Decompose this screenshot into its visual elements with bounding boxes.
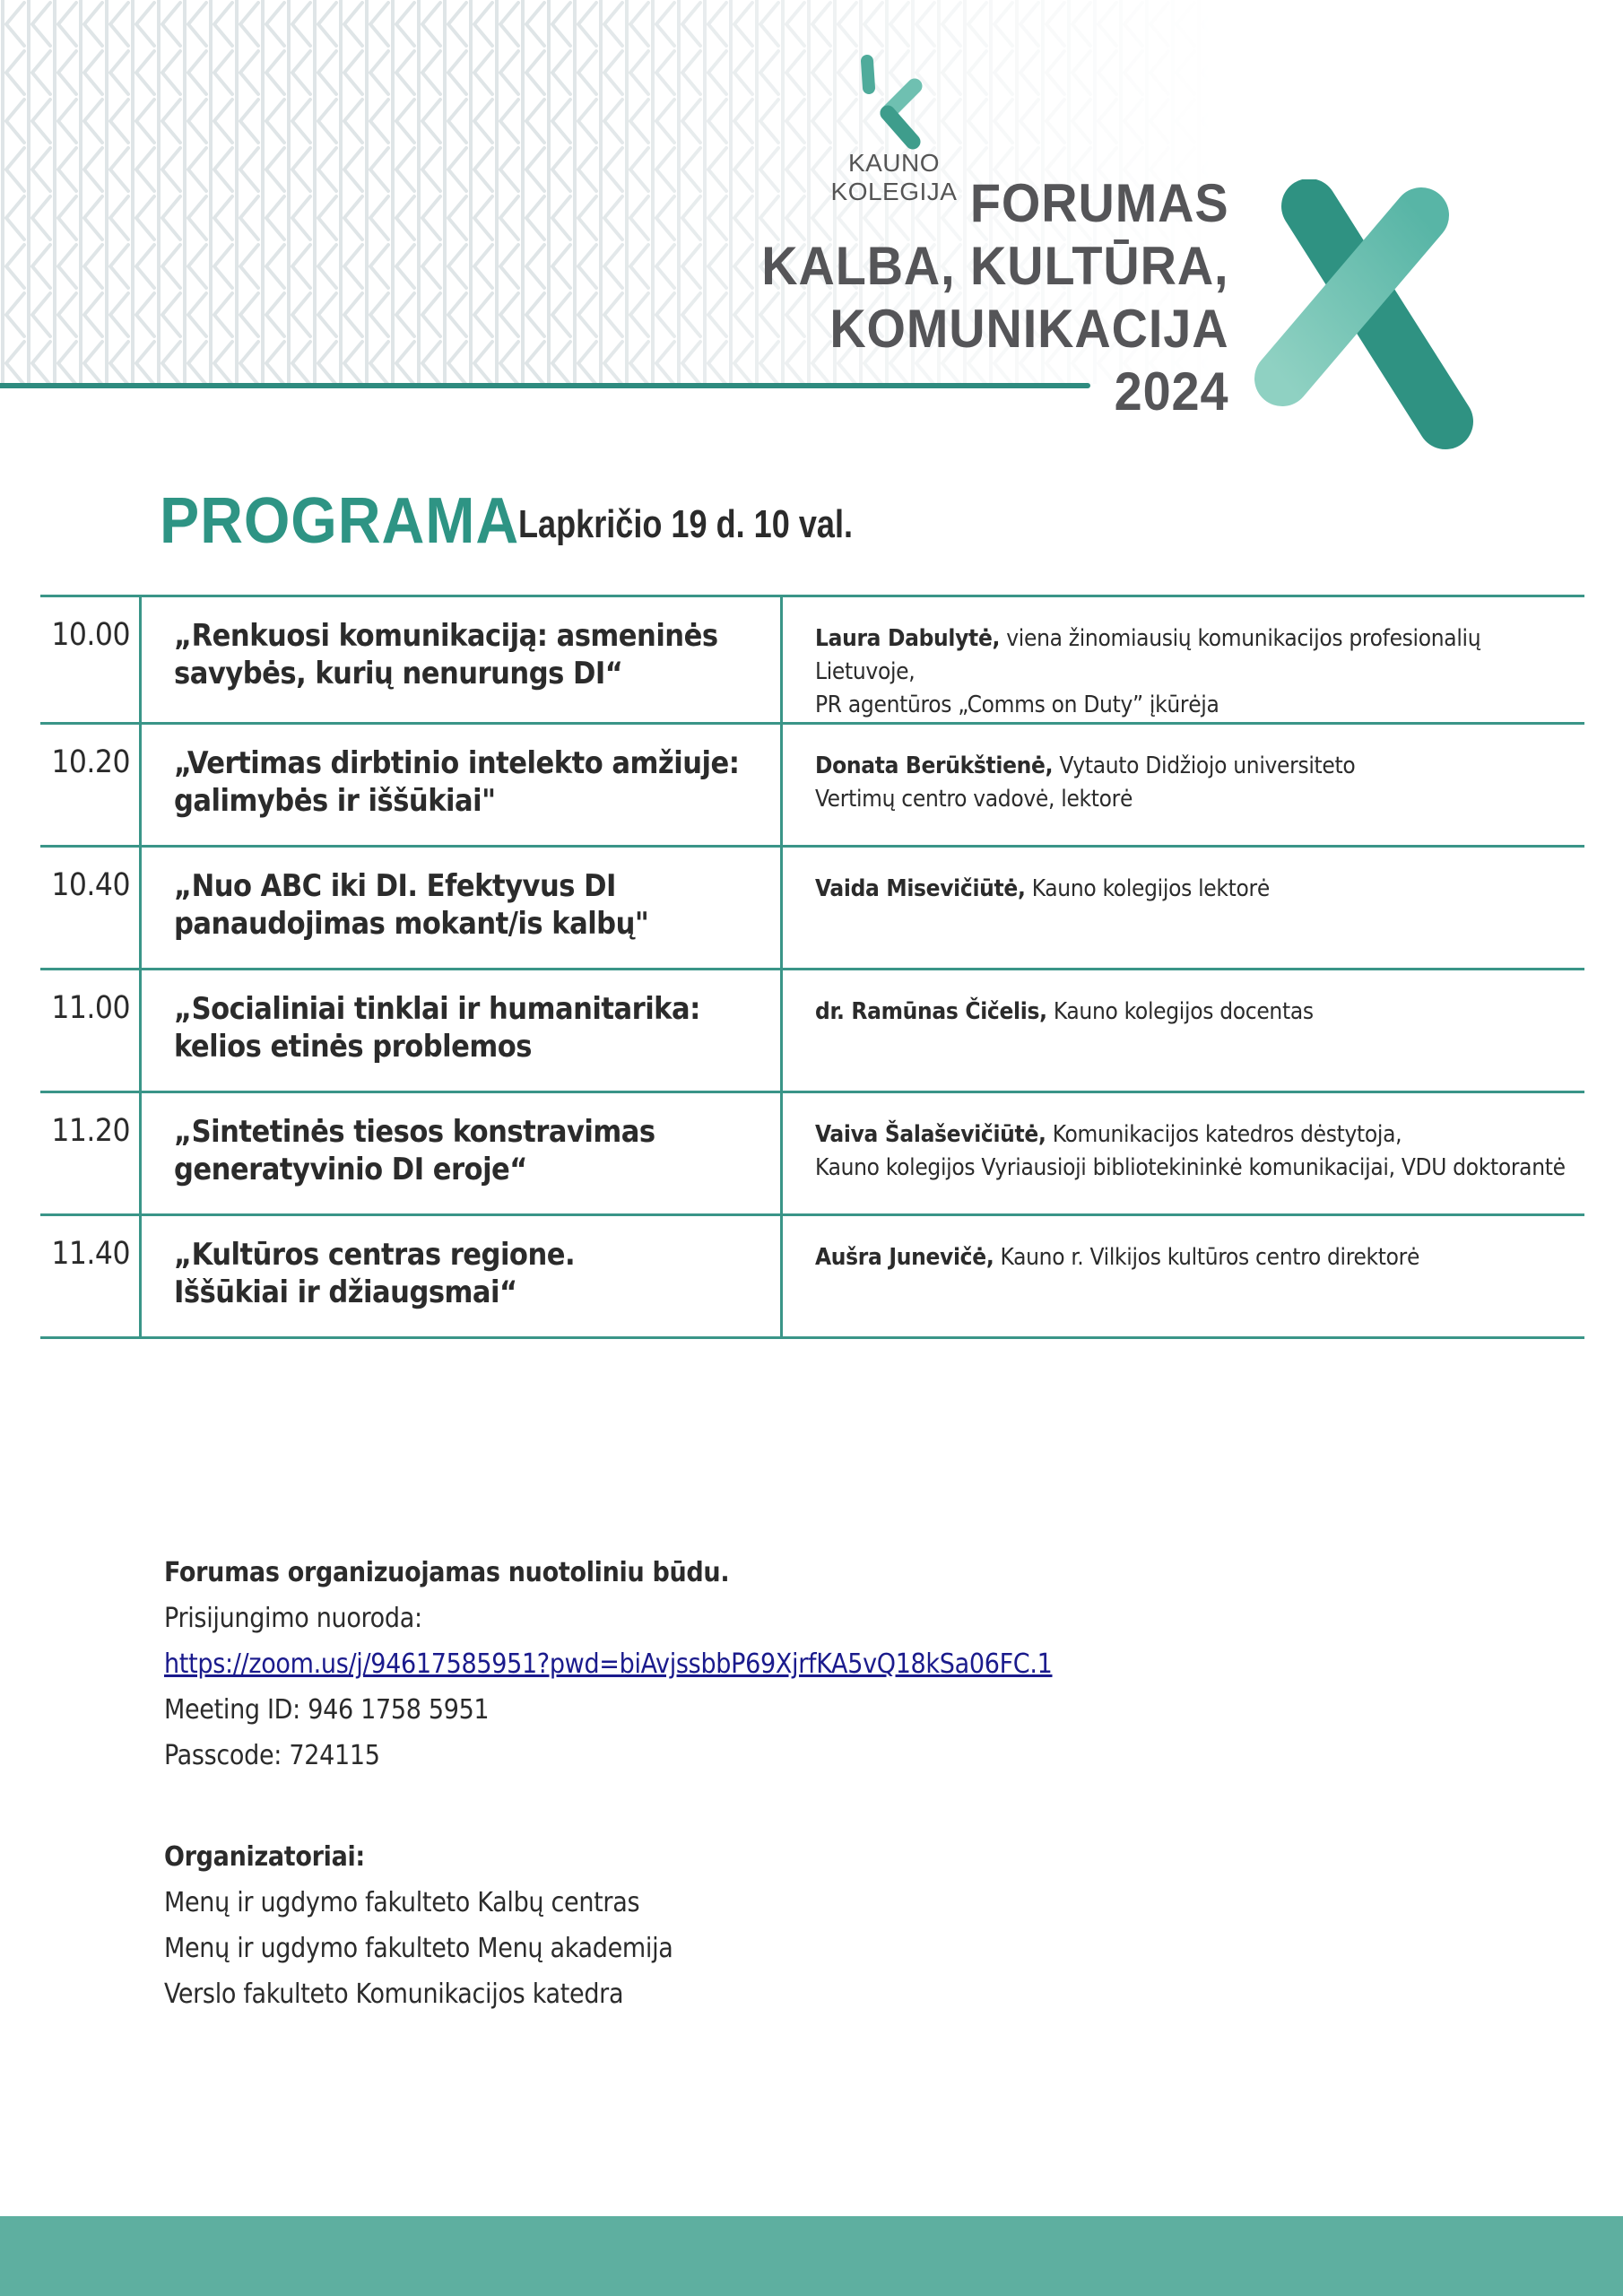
speaker-info (815, 873, 1584, 906)
speaker-cell (782, 847, 1585, 970)
session-time: 10.40 (51, 867, 130, 903)
session-title: „Sintetinės tiesos konstravimas generatyvinio DI eroje“ (174, 1114, 655, 1187)
session-time: 10.00 (51, 617, 130, 653)
speaker-cell (782, 724, 1585, 847)
link-label: Prisijungimo nuoroda: (164, 1603, 422, 1634)
forum-k-logo-icon (1246, 179, 1480, 457)
speaker-description: Vytauto Didžiojo universiteto (1053, 752, 1356, 779)
speaker-cell (782, 970, 1585, 1092)
time-cell (40, 724, 141, 847)
session-time: 11.00 (51, 990, 130, 1026)
title-cell (141, 1215, 782, 1338)
time-cell (40, 970, 141, 1092)
footer-bar (0, 2216, 1623, 2296)
speaker-info (815, 622, 1584, 722)
program-row (40, 1092, 1584, 1215)
time-cell (40, 1092, 141, 1215)
passcode: Passcode: 724115 (164, 1740, 380, 1771)
zoom-link[interactable]: https://zoom.us/j/94617585951?pwd=biAvjssbbP69XjrfKA5vQ18kSa06FC.1 (164, 1648, 1053, 1680)
title-cell (141, 847, 782, 970)
organizer-item: Verslo fakulteto Komunikacijos katedra (164, 1979, 624, 2010)
speaker-name: Donata Berūkštienė, (815, 752, 1054, 779)
forum-title-year: 2024 (1114, 361, 1228, 422)
program-date: Lapkričio 19 d. 10 val. (518, 502, 854, 546)
program-row (40, 1215, 1584, 1338)
program-row (40, 724, 1584, 847)
logo-text-line-2: KOLEGIJA (830, 178, 958, 205)
speaker-name: Laura Dabulytė, (815, 625, 1001, 652)
speaker-name: Vaida Misevičiūtė, (815, 875, 1026, 902)
time-cell (40, 847, 141, 970)
speaker-description-2: Vertimų centro vadovė, lektorė (815, 786, 1133, 813)
speaker-info (815, 750, 1584, 816)
organizers-heading: Organizatoriai: (164, 1841, 365, 1873)
title-cell (141, 596, 782, 724)
title-cell (141, 970, 782, 1092)
speaker-info (815, 1118, 1584, 1185)
speaker-info (815, 996, 1584, 1029)
program-row (40, 970, 1584, 1092)
logo-text-line-1: KAUNO (847, 149, 941, 177)
program-row (40, 596, 1584, 724)
session-time: 11.40 (51, 1236, 130, 1272)
session-title: „Renkuosi komunikaciją: asmeninės savybės, kurių nenurungs DI“ (174, 618, 718, 691)
remote-note: Forumas organizuojamas nuotoliniu būdu. (164, 1557, 730, 1588)
title-cell (141, 724, 782, 847)
speaker-name: dr. Ramūnas Čičelis, (815, 998, 1047, 1025)
forum-title-line-1: FORUMAS (969, 173, 1228, 233)
organizers-section (164, 1834, 673, 2017)
info-section (164, 1550, 1053, 1779)
title-cell (141, 1092, 782, 1215)
session-title: „Vertimas dirbtinio intelekto amžiuje: galimybės ir iššūkiai" (174, 745, 740, 819)
speaker-description: Kauno kolegijos lektorė (1025, 875, 1270, 902)
organizer-item: Menų ir ugdymo fakulteto Menų akademija (164, 1933, 673, 1964)
speaker-name: Vaiva Šalaševičiūtė, (815, 1121, 1046, 1148)
session-title: „Socialiniai tinklai ir humanitarika: kelios etinės problemos (174, 991, 700, 1065)
meeting-id: Meeting ID: 946 1758 5951 (164, 1694, 490, 1726)
speaker-cell (782, 1092, 1585, 1215)
forum-title-line-2: KALBA, KULTŪRA, (760, 236, 1228, 296)
speaker-description-2: Kauno kolegijos Vyriausioji bibliotekininkė komunikacijai, VDU doktorantė (815, 1154, 1566, 1181)
time-cell (40, 1215, 141, 1338)
organizer-item: Menų ir ugdymo fakulteto Kalbų centras (164, 1887, 640, 1918)
speaker-description: viena žinomiausių komunikacijos profesionalių Lietuvoje, (815, 625, 1481, 685)
program-table (40, 595, 1584, 1339)
forum-title (761, 172, 1228, 423)
session-title: „Nuo ABC iki DI. Efektyvus DI panaudojimas mokant/is kalbų" (174, 868, 649, 942)
program-row (40, 847, 1584, 970)
speaker-cell (782, 1215, 1585, 1338)
speaker-description: Komunikacijos katedros dėstytoja, (1046, 1121, 1402, 1148)
forum-title-line-3: KOMUNIKACIJA (829, 299, 1228, 359)
program-heading: PROGRAMA (160, 485, 520, 557)
speaker-description: Kauno r. Vilkijos kultūros centro direktorė (994, 1244, 1420, 1271)
session-time: 11.20 (51, 1113, 130, 1149)
session-time: 10.20 (51, 744, 130, 780)
speaker-info (815, 1241, 1584, 1274)
session-title: „Kultūros centras regione. Iššūkiai ir džiaugsmai“ (174, 1237, 576, 1310)
kauno-kolegija-logo-icon (856, 52, 937, 155)
time-cell (40, 596, 141, 724)
speaker-name: Aušra Junevičė, (815, 1244, 994, 1271)
speaker-description-2: PR agentūros „Comms on Duty” įkūrėja (815, 691, 1219, 718)
speaker-cell (782, 596, 1585, 724)
speaker-description: Kauno kolegijos docentas (1046, 998, 1314, 1025)
